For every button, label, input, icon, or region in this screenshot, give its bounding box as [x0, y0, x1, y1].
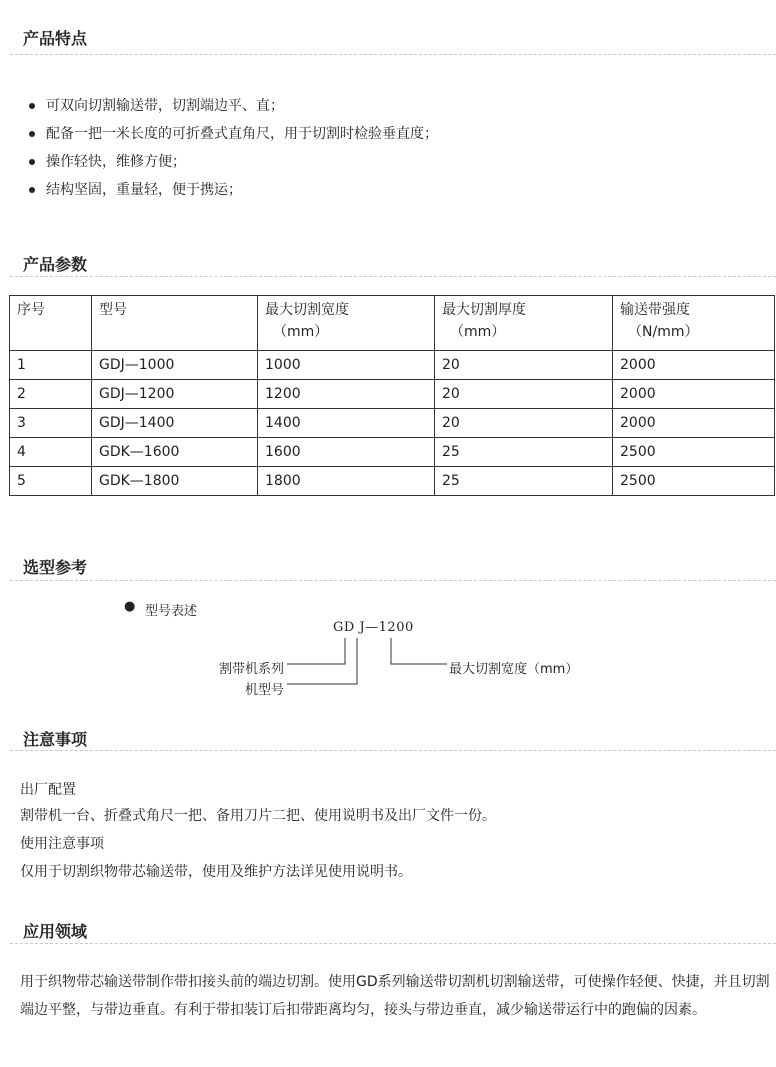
cell-model: GDK—1800 — [92, 467, 258, 496]
feature-list — [28, 96, 438, 208]
label-max-width: 最大切割宽度（mm） — [449, 662, 579, 677]
factory-config-text: 割带机一台、折叠式角尺一把、备用刀片二把、使用说明书及出厂文件一份。 — [20, 808, 496, 824]
cell-width: 1200 — [258, 380, 435, 409]
table-row — [10, 438, 775, 467]
notes-divider — [10, 750, 776, 751]
features-divider — [10, 54, 776, 55]
cell-index: 1 — [10, 351, 92, 380]
cell-model: GDJ—1000 — [92, 351, 258, 380]
header-index: 序号 — [10, 296, 92, 351]
table-row — [10, 409, 775, 438]
cell-thickness: 25 — [435, 438, 613, 467]
cell-width: 1000 — [258, 351, 435, 380]
header-model: 型号 — [92, 296, 258, 351]
cell-model: GDK—1600 — [92, 438, 258, 467]
cell-index: 2 — [10, 380, 92, 409]
model-code-diagram — [0, 595, 776, 705]
feature-item: 配备一把一米长度的可折叠式直角尺，用于切割时检验垂直度； — [28, 124, 438, 152]
application-section-title: 应用领域 — [23, 922, 88, 941]
cell-strength: 2000 — [613, 409, 775, 438]
series-leader-line — [287, 638, 345, 664]
header-max-width: 最大切割宽度 （mm） — [258, 296, 435, 351]
cell-model: GDJ—1400 — [92, 409, 258, 438]
selection-divider — [10, 580, 776, 581]
table-row — [10, 380, 775, 409]
features-section-title: 产品特点 — [23, 29, 88, 48]
usage-notes-text: 仅用于切割织物带芯输送带，使用及维护方法详见使用说明书。 — [20, 864, 412, 880]
cell-thickness: 20 — [435, 409, 613, 438]
cell-strength: 2500 — [613, 467, 775, 496]
cell-strength: 2000 — [613, 351, 775, 380]
notes-section-title: 注意事项 — [23, 730, 88, 749]
diagram-bullet-label: 型号表述 — [145, 604, 198, 619]
cell-thickness: 20 — [435, 351, 613, 380]
cell-strength: 2500 — [613, 438, 775, 467]
label-type: 机型号 — [245, 683, 285, 698]
feature-item: 可双向切割输送带，切割端边平、直； — [28, 96, 438, 124]
params-section-title: 产品参数 — [23, 255, 88, 274]
cell-width: 1800 — [258, 467, 435, 496]
cell-width: 1600 — [258, 438, 435, 467]
feature-item: 操作轻快，维修方便； — [28, 152, 438, 180]
selection-section-title: 选型参考 — [23, 558, 88, 577]
params-table — [9, 295, 775, 496]
model-code: GD J—1200 — [333, 620, 414, 635]
label-series: 割带机系列 — [219, 662, 285, 677]
cell-strength: 2000 — [613, 380, 775, 409]
table-row — [10, 467, 775, 496]
cell-model: GDJ—1200 — [92, 380, 258, 409]
factory-config-title: 出厂配置 — [20, 782, 76, 798]
diagram-leader-lines — [0, 595, 776, 705]
usage-notes-title: 使用注意事项 — [20, 836, 104, 852]
cell-thickness: 25 — [435, 467, 613, 496]
cell-index: 5 — [10, 467, 92, 496]
table-row — [10, 351, 775, 380]
table-header-row — [10, 296, 775, 351]
type-leader-line — [287, 638, 357, 684]
cell-index: 4 — [10, 438, 92, 467]
width-leader-line — [391, 638, 447, 664]
cell-thickness: 20 — [435, 380, 613, 409]
diagram-bullet-icon: ● — [124, 599, 136, 614]
feature-item: 结构坚固，重量轻，便于携运； — [28, 180, 438, 208]
header-max-thickness: 最大切割厚度 （mm） — [435, 296, 613, 351]
params-divider — [10, 276, 776, 277]
cell-width: 1400 — [258, 409, 435, 438]
application-text: 用于织物带芯输送带制作带扣接头前的端边切割。使用GD系列输送带切割机切割输送带，可使操作轻便、快捷，并且切割端边平整，与带边垂直。有利于带扣装订后扣带距离均匀，接头与带边垂直，减少输送带运行中的跑偏的因素。 — [20, 974, 770, 1018]
application-divider — [10, 943, 776, 944]
header-belt-strength: 输送带强度 （N/mm） — [613, 296, 775, 351]
cell-index: 3 — [10, 409, 92, 438]
